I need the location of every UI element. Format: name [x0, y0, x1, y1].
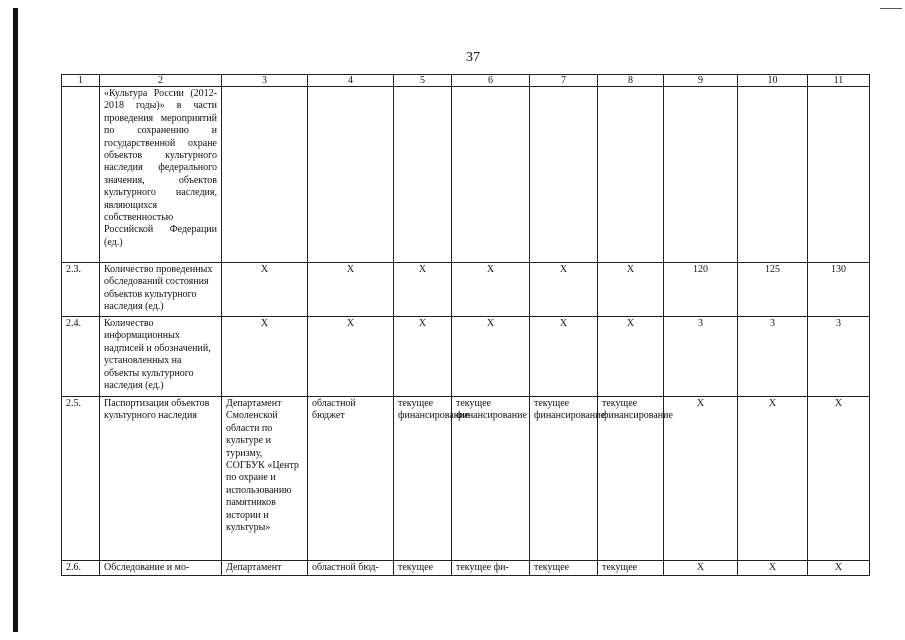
value-cell: 3 [808, 317, 870, 397]
header-cell: 11 [808, 75, 870, 87]
indicator-text-cell: «Культура России (2012-2018 годы)» в части проведения мероприятий по сохранению и государственной охране объектов культурного наследия федерального значения, объектов культурного наследия, являющихся собственностью Российской Федерации (ед.) [100, 87, 222, 263]
funding-cell: текущее финансирование [452, 397, 530, 561]
header-cell: 6 [452, 75, 530, 87]
value-cell: Х [808, 397, 870, 561]
empty-cell [222, 87, 308, 263]
funding-cell: текущее [530, 561, 598, 576]
value-cell: 130 [808, 263, 870, 317]
empty-cell [598, 87, 664, 263]
funding-cell: текущее финансирование [394, 397, 452, 561]
funding-cell: текущее [598, 561, 664, 576]
value-cell: Х [738, 561, 808, 576]
program-indicators-table [61, 74, 870, 576]
table-row [62, 317, 870, 397]
header-cell: 1 [62, 75, 100, 87]
empty-cell [452, 87, 530, 263]
value-cell: Х [452, 263, 530, 317]
indicator-text-cell: Количество проведенных обследований состояния объектов культурного наследия (ед.) [100, 263, 222, 317]
header-cell: 2 [100, 75, 222, 87]
header-cell: 5 [394, 75, 452, 87]
value-cell: Х [452, 317, 530, 397]
responsible-executor-cell: Департамент [222, 561, 308, 576]
value-cell: Х [308, 317, 394, 397]
page-number: 37 [466, 50, 480, 65]
funding-cell: текущее [394, 561, 452, 576]
value-cell: Х [222, 263, 308, 317]
value-cell: Х [530, 317, 598, 397]
empty-cell [664, 87, 738, 263]
row-number-cell: 2.5. [62, 397, 100, 561]
header-cell: 8 [598, 75, 664, 87]
funding-source-cell: областной бюджет [308, 397, 394, 561]
row-number-cell: 2.6. [62, 561, 100, 576]
value-cell: Х [394, 317, 452, 397]
value-cell: Х [394, 263, 452, 317]
empty-cell [530, 87, 598, 263]
scan-left-edge [13, 8, 18, 632]
value-cell: Х [598, 263, 664, 317]
value-cell: 120 [664, 263, 738, 317]
value-cell: Х [530, 263, 598, 317]
indicator-text-cell: Паспортизация объектов культурного наследия [100, 397, 222, 561]
header-cell: 7 [530, 75, 598, 87]
empty-cell [308, 87, 394, 263]
table-row [62, 397, 870, 561]
responsible-executor-cell: Департамент Смоленской области по культуре и туризму, СОГБУК «Центр по охране и использованию памятников истории и культуры» [222, 397, 308, 561]
value-cell: Х [598, 317, 664, 397]
value-cell: 3 [738, 317, 808, 397]
empty-cell [808, 87, 870, 263]
table-header-row [62, 75, 870, 87]
value-cell: Х [738, 397, 808, 561]
funding-source-cell: областной бюд- [308, 561, 394, 576]
table-row [62, 263, 870, 317]
header-cell: 9 [664, 75, 738, 87]
empty-cell [394, 87, 452, 263]
table-row [62, 561, 870, 576]
funding-cell: текущее финансирование [530, 397, 598, 561]
empty-cell [738, 87, 808, 263]
funding-cell: текущее фи- [452, 561, 530, 576]
value-cell: 3 [664, 317, 738, 397]
row-number-cell [62, 87, 100, 263]
value-cell: Х [664, 561, 738, 576]
header-cell: 4 [308, 75, 394, 87]
value-cell: Х [222, 317, 308, 397]
indicator-text-cell: Обследование и мо- [100, 561, 222, 576]
value-cell: 125 [738, 263, 808, 317]
value-cell: Х [664, 397, 738, 561]
header-cell: 10 [738, 75, 808, 87]
indicator-text-cell: Количество информационных надписей и обозначений, установленных на объекты культурного наследия (ед.) [100, 317, 222, 397]
funding-cell: текущее финансирование [598, 397, 664, 561]
table-row [62, 87, 870, 263]
value-cell: Х [808, 561, 870, 576]
row-number-cell: 2.4. [62, 317, 100, 397]
header-cell: 3 [222, 75, 308, 87]
value-cell: Х [308, 263, 394, 317]
row-number-cell: 2.3. [62, 263, 100, 317]
scan-top-mark [880, 8, 902, 9]
